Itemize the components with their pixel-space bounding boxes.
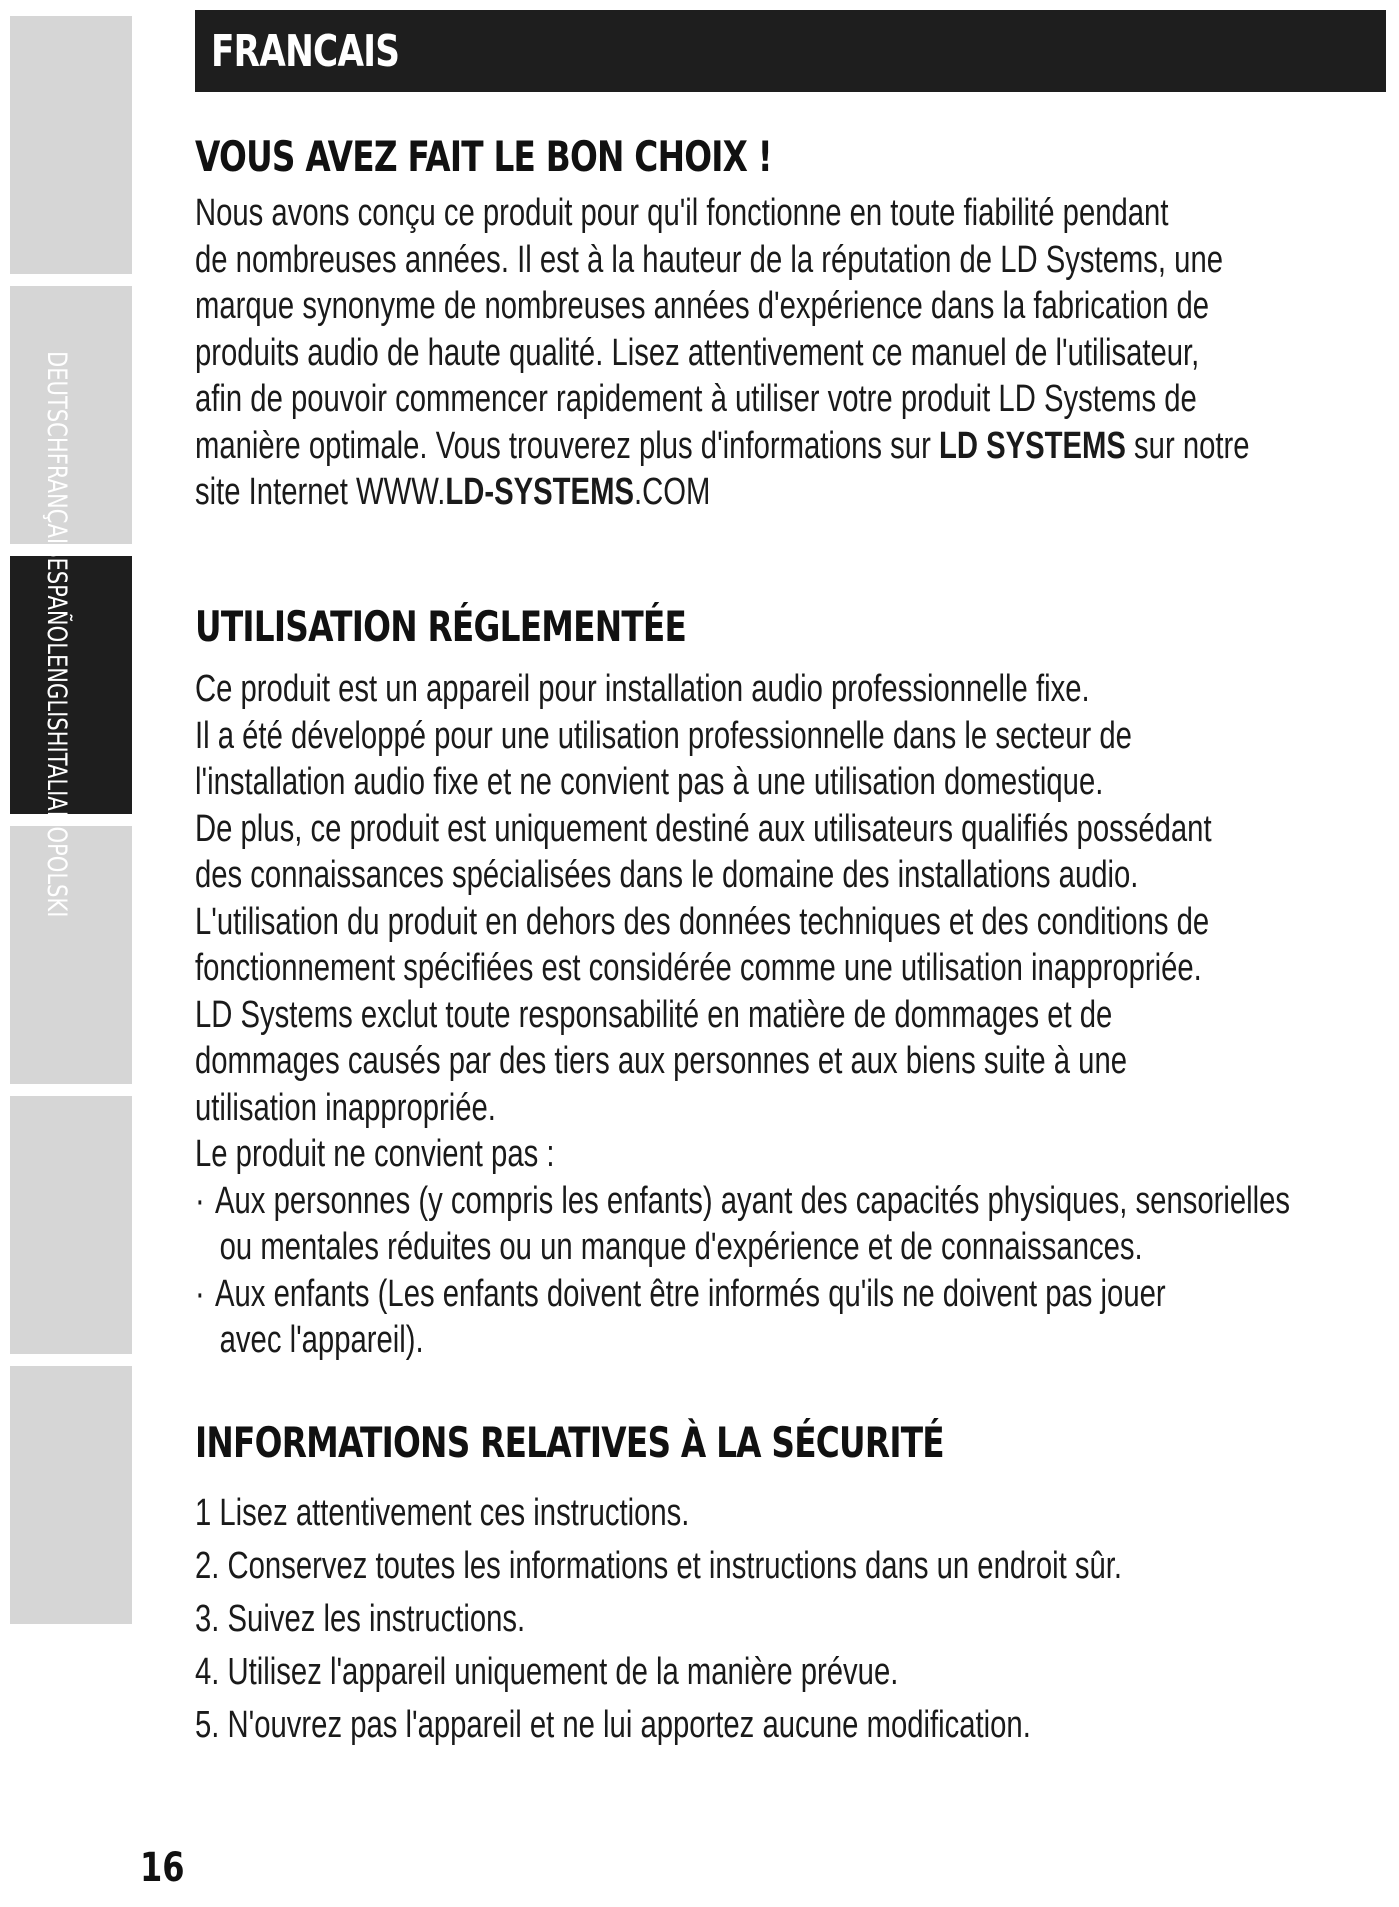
text-fragment: manière optimale. Vous trouverez plus d'informations sur: [195, 424, 939, 467]
bullet-text-continued: ou mentales réduites ou un manque d'expérience et de connaissances.: [219, 1226, 1143, 1268]
language-tabs-label: [41, 351, 71, 917]
text-line: dommages causés par des tiers aux personnes et aux biens suite à une: [195, 1040, 1128, 1082]
bullet-dot: ·: [195, 1272, 205, 1315]
tab-label-deutsch[interactable]: DEUTSCH: [41, 351, 72, 453]
text-fragment: sur notre: [1125, 424, 1250, 467]
brand-name: LD SYSTEMS: [938, 424, 1126, 467]
text-line: afin de pouvoir commencer rapidement à utiliser votre produit LD Systems de: [195, 378, 1197, 420]
text-line: LD Systems exclut toute responsabilité en matière de dommages et de: [195, 993, 1113, 1036]
bullet-text: Aux personnes (y compris les enfants) ayant des capacités physiques, sensorielles: [215, 1179, 1291, 1222]
bullet-dot: ·: [195, 1179, 205, 1222]
tab-label-italiano[interactable]: ITALIANO: [41, 746, 72, 844]
tab-label-polski[interactable]: POLSKI: [41, 843, 72, 918]
section-body-safety: [195, 1487, 1365, 1752]
section-heading-safety: INFORMATIONS RELATIVES À LA SÉCURITÉ: [195, 1418, 944, 1467]
text-line: Ce produit est un appareil pour installation audio professionnelle fixe.: [195, 668, 1090, 710]
text-line: L'utilisation du produit en dehors des données techniques et des conditions de: [195, 900, 1210, 943]
safety-item: 5. N'ouvrez pas l'appareil et ne lui apportez aucune modification.: [195, 1704, 1031, 1746]
bullet-text-continued: avec l'appareil).: [219, 1319, 424, 1361]
text-line: Le produit ne convient pas :: [195, 1133, 555, 1175]
tab-label-espanol[interactable]: ESPAÑOL: [41, 557, 72, 654]
tab-label-francais[interactable]: FRANÇAIS: [41, 452, 72, 558]
safety-item: 3. Suivez les instructions.: [195, 1598, 526, 1640]
text-line: Il a été développé pour une utilisation professionnelle dans le secteur de: [195, 714, 1132, 757]
tab-deutsch[interactable]: [10, 16, 132, 274]
language-header-bar: [195, 10, 1386, 92]
text-line: l'installation audio fixe et ne convient pas à une utilisation domestique.: [195, 761, 1104, 803]
tab-label-english[interactable]: ENGLISH: [41, 653, 72, 747]
text-line: fonctionnement spécifiées est considérée comme une utilisation inappropriée.: [195, 947, 1202, 989]
bullet-text: Aux enfants (Les enfants doivent être informés qu'ils ne doivent pas jouer: [215, 1272, 1166, 1315]
text-line: produits audio de haute qualité. Lisez attentivement ce manuel de l'utilisateur,: [195, 331, 1200, 374]
language-header-title: FRANCAIS: [211, 26, 400, 77]
text-line: des connaissances spécialisées dans le domaine des installations audio.: [195, 854, 1139, 896]
text-line: Nous avons conçu ce produit pour qu'il fonctionne en toute fiabilité pendant: [195, 192, 1169, 234]
section-body-choice: [195, 190, 1365, 516]
section-heading-intended-use: UTILISATION RÉGLEMENTÉE: [195, 602, 687, 651]
text-line: marque synonyme de nombreuses années d'expérience dans la fabrication de: [195, 285, 1210, 327]
website-prefix: site Internet WWW.: [195, 471, 446, 513]
safety-item: 4. Utilisez l'appareil uniquement de la manière prévue.: [195, 1651, 899, 1693]
page-number: 16: [140, 1845, 185, 1891]
text-line: utilisation inappropriée.: [195, 1086, 496, 1129]
website-suffix: .COM: [633, 471, 711, 513]
safety-item: 1 Lisez attentivement ces instructions.: [195, 1492, 690, 1534]
text-line: de nombreuses années. Il est à la hauteur de la réputation de LD Systems, une: [195, 238, 1223, 281]
tab-polski[interactable]: [10, 1366, 132, 1624]
safety-item: 2. Conservez toutes les informations et instructions dans un endroit sûr.: [195, 1545, 1123, 1587]
list-item: [195, 1271, 1365, 1318]
website-domain: LD-SYSTEMS: [445, 471, 634, 513]
section-heading-choice: VOUS AVEZ FAIT LE BON CHOIX !: [195, 132, 772, 181]
text-line: [195, 423, 1365, 470]
list-item: [195, 1178, 1365, 1225]
text-line: [195, 469, 1365, 516]
section-body-intended-use: [195, 666, 1365, 1364]
tab-italiano[interactable]: [10, 1096, 132, 1354]
text-line: De plus, ce produit est uniquement destiné aux utilisateurs qualifiés possédant: [195, 807, 1212, 850]
